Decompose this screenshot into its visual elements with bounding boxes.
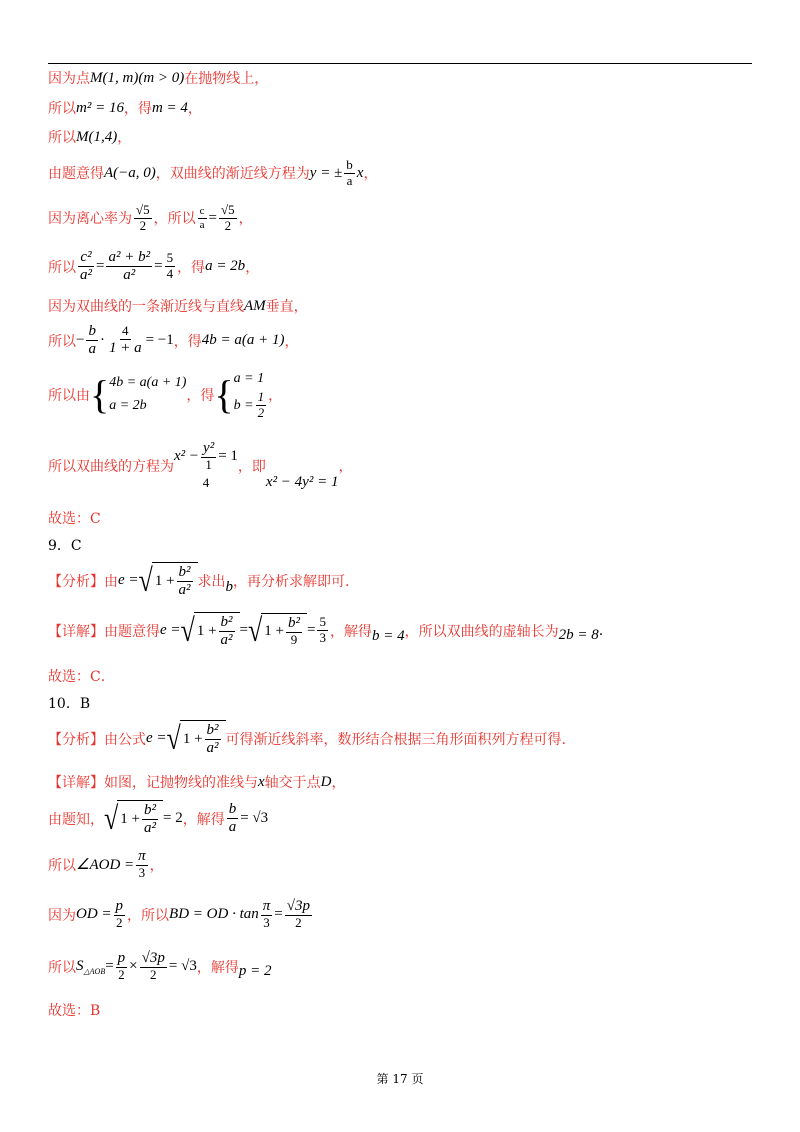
line-6: [48, 249, 752, 285]
denominator: 2: [150, 967, 157, 983]
line-7: [48, 296, 752, 316]
text: ，: [331, 775, 346, 791]
text: ，: [268, 387, 283, 404]
fraction: [140, 950, 167, 983]
text: 【分析】由: [48, 573, 118, 590]
denominator: 2: [224, 217, 232, 233]
numerator: b²: [205, 722, 221, 740]
math: = −1: [145, 332, 174, 349]
math: A(−a, 0): [104, 164, 156, 181]
numerator: y²: [201, 440, 216, 458]
fraction: [134, 203, 152, 234]
text: 在抛物线上，: [184, 71, 269, 87]
math: =: [307, 622, 316, 639]
q9-answer: [48, 666, 752, 686]
fraction: [219, 203, 237, 234]
sqrt: [104, 800, 163, 838]
numerator: π: [261, 898, 273, 916]
fraction: [286, 615, 302, 648]
math: ·: [99, 332, 105, 349]
math: D: [320, 773, 332, 790]
text: ，: [363, 166, 378, 183]
answer: 故选：C．: [48, 669, 115, 685]
numerator: √3p: [285, 898, 312, 916]
text: 因为离心率为: [48, 211, 132, 228]
denominator: 3: [319, 630, 326, 646]
denominator: a: [199, 218, 205, 231]
line-2: [48, 98, 752, 118]
fraction: [219, 614, 235, 650]
sqrt: [167, 720, 226, 758]
math: x² −: [174, 448, 200, 465]
text: 轴交于点: [264, 775, 321, 791]
text: .: [598, 622, 604, 639]
numerator: π: [136, 848, 148, 866]
line-9: [48, 368, 752, 421]
math: x: [356, 164, 364, 181]
math: m² = 16: [76, 99, 124, 116]
answer: 故选：C: [48, 511, 101, 527]
numerator: b: [346, 157, 353, 172]
math-subscript: △AOB: [83, 967, 106, 977]
math: 1 +: [154, 573, 175, 590]
fraction: [106, 249, 152, 285]
q10-line-2: [48, 800, 752, 838]
math: M(1,4): [76, 128, 118, 145]
text: ，解得: [196, 959, 239, 976]
system-line: a = 1: [233, 371, 265, 386]
math: 1 +: [264, 623, 284, 640]
text: ，再分析求解即可.: [233, 573, 350, 590]
numerator: b: [227, 801, 239, 819]
fraction: [78, 249, 94, 285]
q9-detail: [48, 612, 752, 650]
q10-answer: [48, 1000, 752, 1020]
math: OD =: [76, 906, 112, 923]
fraction: [227, 801, 239, 837]
math: =: [105, 958, 114, 975]
numerator: √5: [136, 202, 150, 217]
numerator: b: [86, 323, 98, 341]
text: 【详解】如图，记抛物线的准线与: [48, 775, 258, 791]
sqrt-icon: √: [248, 612, 263, 649]
text: ，双曲线的渐近线方程为: [155, 166, 310, 183]
denominator: a²: [206, 740, 219, 757]
math: ∠AOD =: [76, 857, 135, 874]
math: 1 +: [196, 623, 217, 640]
line-1: [48, 68, 752, 88]
text: 所以: [48, 857, 76, 874]
numerator: p: [114, 898, 126, 916]
fraction: [256, 390, 267, 421]
denominator: 9: [290, 632, 298, 648]
denominator: 2: [116, 915, 123, 931]
text: 所以: [48, 130, 76, 146]
text: ，: [238, 211, 253, 228]
fraction: [177, 564, 193, 600]
text: 【详解】由题意得: [48, 623, 160, 640]
numerator: √3p: [140, 950, 167, 968]
math: S: [76, 958, 84, 975]
fraction: [285, 898, 312, 931]
math: = √3: [240, 810, 269, 827]
text: 所以: [48, 959, 76, 976]
question-number: 9．C: [48, 538, 82, 554]
math: e =: [160, 622, 181, 639]
sqrt: [139, 562, 198, 600]
math: 2b = 8: [558, 627, 599, 644]
text: ，: [117, 130, 132, 146]
text: 因为双曲线的一条渐近线与直线: [48, 299, 244, 315]
math: a = 2b: [205, 258, 246, 275]
math: y = ±: [309, 164, 343, 181]
math: b = 4: [371, 628, 405, 645]
math: = 1: [218, 448, 238, 465]
brace-icon: {: [90, 371, 110, 417]
text: ，: [149, 857, 164, 874]
math: 4b = a(a + 1): [201, 332, 285, 349]
line-11: [48, 508, 752, 528]
math: 1 +: [182, 731, 203, 748]
text: ，得: [123, 101, 152, 117]
math: −: [76, 332, 85, 349]
sqrt-icon: √: [180, 612, 195, 649]
text: 由题意得: [48, 166, 104, 183]
q9-analysis: [48, 562, 752, 600]
line-10: [48, 440, 752, 491]
text: ，解得: [182, 811, 225, 828]
text: 所以: [48, 333, 76, 350]
fraction: [261, 898, 273, 931]
equation-system: [90, 372, 186, 417]
text: ，所以双曲线的虚轴长为: [404, 623, 559, 640]
math: x² − 4y² = 1: [265, 474, 339, 490]
fraction: [86, 323, 98, 359]
text: ，: [338, 459, 353, 475]
q10-line-5: [48, 950, 752, 983]
solution-system: [214, 368, 268, 421]
fraction: [136, 848, 148, 881]
denominator: a²: [80, 267, 92, 284]
denominator: a: [88, 341, 96, 358]
math: m = 4: [151, 99, 188, 116]
math: = 2: [163, 810, 183, 827]
q10-analysis: [48, 720, 752, 758]
math: x: [258, 773, 265, 790]
math: 1 +: [120, 811, 140, 828]
denominator: a: [228, 819, 237, 836]
denominator: 3: [263, 915, 270, 931]
page-footer: 第 17 页: [376, 1072, 424, 1086]
fraction: [317, 615, 328, 646]
numerator: c: [199, 205, 205, 218]
fraction: [165, 251, 176, 282]
text: 所以双曲线的方程为: [48, 459, 174, 475]
sqrt: [181, 612, 240, 650]
numerator: 4: [122, 323, 129, 339]
sqrt: [248, 613, 307, 648]
sqrt-icon: √: [104, 800, 119, 837]
system-line: a = 2b: [109, 397, 147, 413]
math: e =: [146, 730, 167, 747]
text: 由题知，: [48, 811, 104, 828]
fraction: [116, 950, 128, 983]
q10-line-3: [48, 848, 752, 881]
numerator: √5: [221, 202, 235, 217]
numerator: 5: [319, 614, 326, 630]
math: =: [239, 622, 248, 639]
denominator: a²: [220, 632, 233, 649]
text: 【分析】由公式: [48, 731, 146, 748]
text: ，即: [237, 459, 266, 475]
numerator: a² + b²: [106, 249, 152, 267]
denominator: 2: [118, 967, 125, 983]
question-9-header: [48, 535, 752, 555]
fraction: [198, 205, 207, 231]
math: = √3: [168, 958, 197, 975]
fraction: [344, 158, 355, 189]
denominator: 1 + a: [108, 340, 142, 357]
numerator: 1: [257, 389, 265, 405]
numerator: b²: [219, 614, 235, 632]
math: =: [274, 906, 283, 923]
text: ，得: [177, 259, 206, 276]
denominator: 2: [257, 405, 265, 421]
header-rule: [48, 63, 752, 64]
denominator: a²: [144, 820, 156, 837]
line-4: [48, 158, 752, 189]
fraction: [142, 802, 158, 838]
numerator: 5: [166, 250, 174, 266]
numerator: p: [116, 950, 128, 968]
text: ，: [187, 101, 202, 117]
question-10-header: [48, 693, 752, 713]
text: 垂直，: [265, 299, 308, 315]
numerator: b²: [142, 802, 158, 820]
text: 所以: [48, 101, 76, 117]
text: 因为: [48, 907, 76, 924]
system-line: 4b = a(a + 1): [109, 375, 187, 391]
math: =: [96, 258, 105, 275]
text: 所以由: [48, 387, 90, 404]
brace-icon: {: [214, 371, 234, 417]
math: M(1, m)(m > 0): [90, 69, 185, 86]
math: BD = OD · tan: [169, 906, 259, 923]
denominator: a²: [123, 267, 136, 284]
numerator: b²: [286, 615, 302, 633]
q10-detail: [48, 772, 752, 792]
text: 可得渐近线斜率，数形结合根据三角形面积列方程可得.: [225, 731, 566, 748]
math: ×: [129, 958, 138, 975]
denominator: 4: [166, 266, 174, 282]
math: b: [225, 579, 234, 596]
q10-line-4: [48, 898, 752, 931]
text: ，所以: [153, 211, 196, 228]
denominator: 2: [295, 915, 302, 931]
math: p = 2: [238, 963, 272, 980]
fraction: [201, 440, 216, 473]
math: =: [154, 258, 163, 275]
system-line: b =: [233, 397, 254, 413]
text: 因为点: [48, 71, 90, 87]
answer: 故选：B: [48, 1003, 101, 1019]
denominator: a: [346, 172, 353, 188]
fraction: [114, 898, 126, 931]
text: 所以: [48, 259, 76, 276]
text: ，得: [173, 333, 202, 350]
text: ，: [245, 259, 260, 276]
sqrt-icon: √: [166, 720, 181, 757]
math: =: [208, 209, 217, 226]
text: ，解得: [329, 623, 372, 640]
text: ，得: [186, 387, 215, 404]
fraction: [107, 324, 144, 357]
numerator: c²: [78, 249, 93, 267]
fraction: [205, 722, 221, 758]
text: 求出: [197, 573, 226, 590]
denominator: 1: [205, 457, 212, 473]
denominator: a²: [178, 582, 191, 599]
line-3: [48, 127, 752, 147]
line-5: [48, 203, 752, 234]
text: ，所以: [127, 907, 170, 924]
question-number: 10．B: [48, 696, 91, 712]
line-8: [48, 323, 752, 359]
numerator: b²: [177, 564, 193, 582]
math: AM: [244, 297, 266, 314]
text: ，: [284, 333, 299, 350]
math: 4: [202, 475, 210, 491]
denominator: 3: [138, 865, 146, 881]
denominator: 2: [139, 217, 147, 233]
math: e =: [118, 572, 139, 589]
sqrt-icon: √: [138, 562, 153, 599]
